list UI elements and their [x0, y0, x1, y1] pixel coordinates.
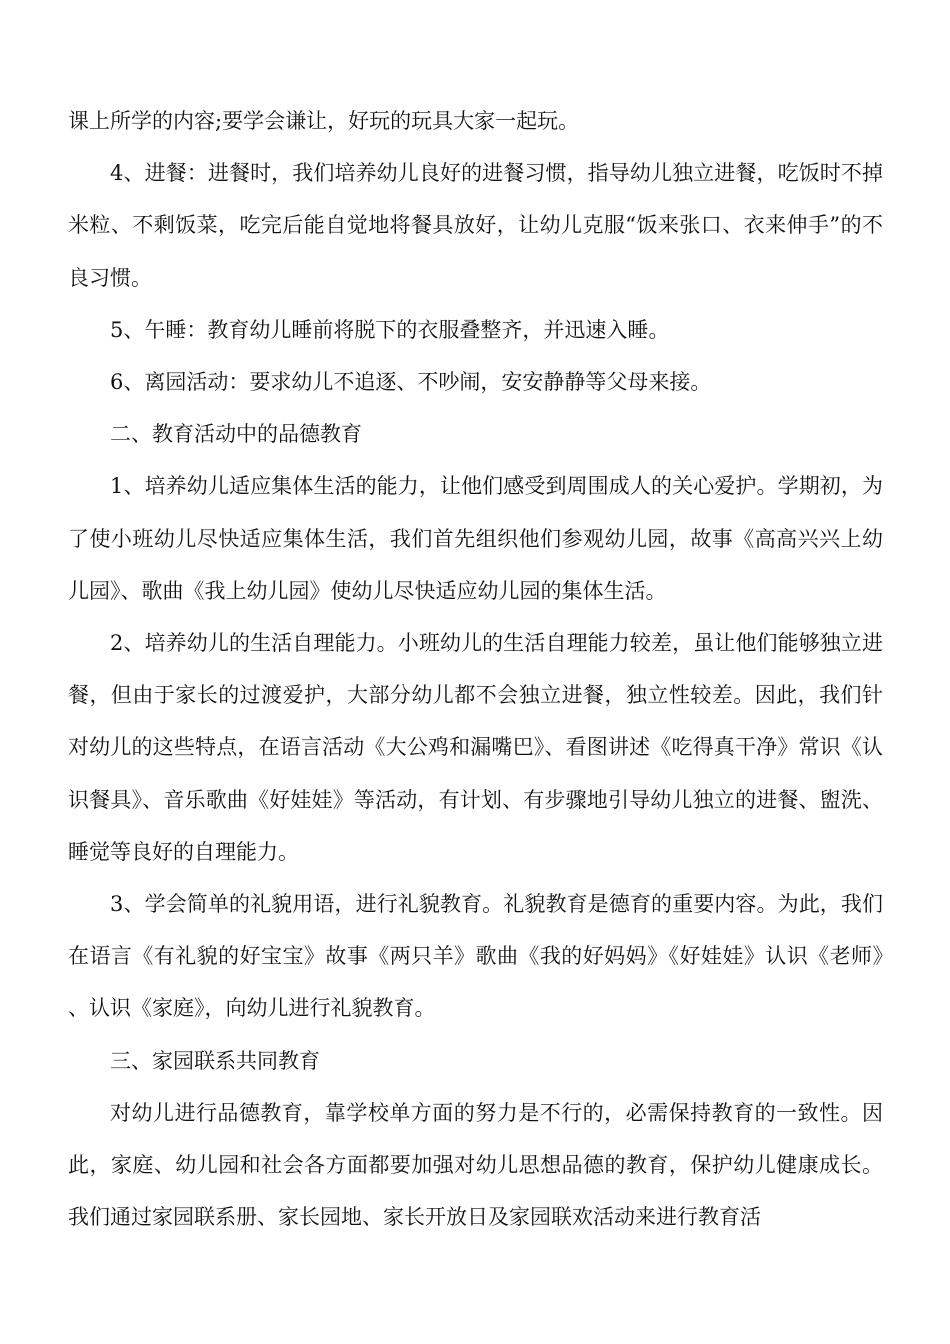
paragraph-home-school: 对幼儿进行品德教育，靠学校单方面的努力是不行的，必需保持教育的一致性。因此，家庭、幼儿园和社会各方面都要加强对幼儿思想品德的教育，保护幼儿健康成长。我们通过家园联系册、家长园地、家长开放日及家园联欢活动来进行教育活 [68, 1100, 883, 1230]
paragraph-continuation: 课上所学的内容;要学会谦让，好玩的玩具大家一起玩。 [68, 109, 580, 133]
section-heading-2: 二、教育活动中的品德教育 [110, 422, 362, 447]
document-body [68, 95, 883, 1243]
paragraph-leaving: 6、离园活动：要求幼儿不追逐、不吵闹，安安静静等父母来接。 [110, 370, 712, 395]
paragraph-collective-life: 1、培养幼儿适应集体生活的能力，让他们感受到周围成人的关心爱护。学期初，为了使小班幼儿尽快适应集体生活，我们首先组织他们参观幼儿园，故事《高高兴兴上幼儿园》、歌曲《我上幼儿园》使幼儿尽快适应幼儿园的集体生活。 [68, 474, 883, 603]
paragraph-self-care: 2、培养幼儿的生活自理能力。小班幼儿的生活自理能力较差，虽让他们能够独立进餐，但由于家长的过渡爱护，大部分幼儿都不会独立进餐，独立性较差。因此，我们针对幼儿的这些特点，在语言活动《大公鸡和漏嘴巴》、看图讲述《吃得真干净》常识《认识餐具》、音乐歌曲《好娃娃》等活动，有计划、有步骤地引导幼儿独立的进餐、盥洗、睡觉等良好的自理能力。 [68, 631, 883, 864]
paragraph-meal: 4、进餐：进餐时，我们培养幼儿良好的进餐习惯，指导幼儿独立进餐，吃饭时不掉米粒、不剩饭菜，吃完后能自觉地将餐具放好，让幼儿克服“饭来张口、衣来伸手”的不良习惯。 [68, 161, 883, 290]
paragraph-manners: 3、学会简单的礼貌用语，进行礼貌教育。礼貌教育是德育的重要内容。为此，我们在语言《有礼貌的好宝宝》故事《两只羊》歌曲《我的好妈妈》《好娃娃》认识《老师》、认识《家庭》，向幼儿进行礼貌教育。 [68, 892, 883, 1021]
paragraph-nap: 5、午睡：教育幼儿睡前将脱下的衣服叠整齐，并迅速入睡。 [110, 317, 670, 342]
section-heading-3: 三、家园联系共同教育 [110, 1048, 320, 1073]
